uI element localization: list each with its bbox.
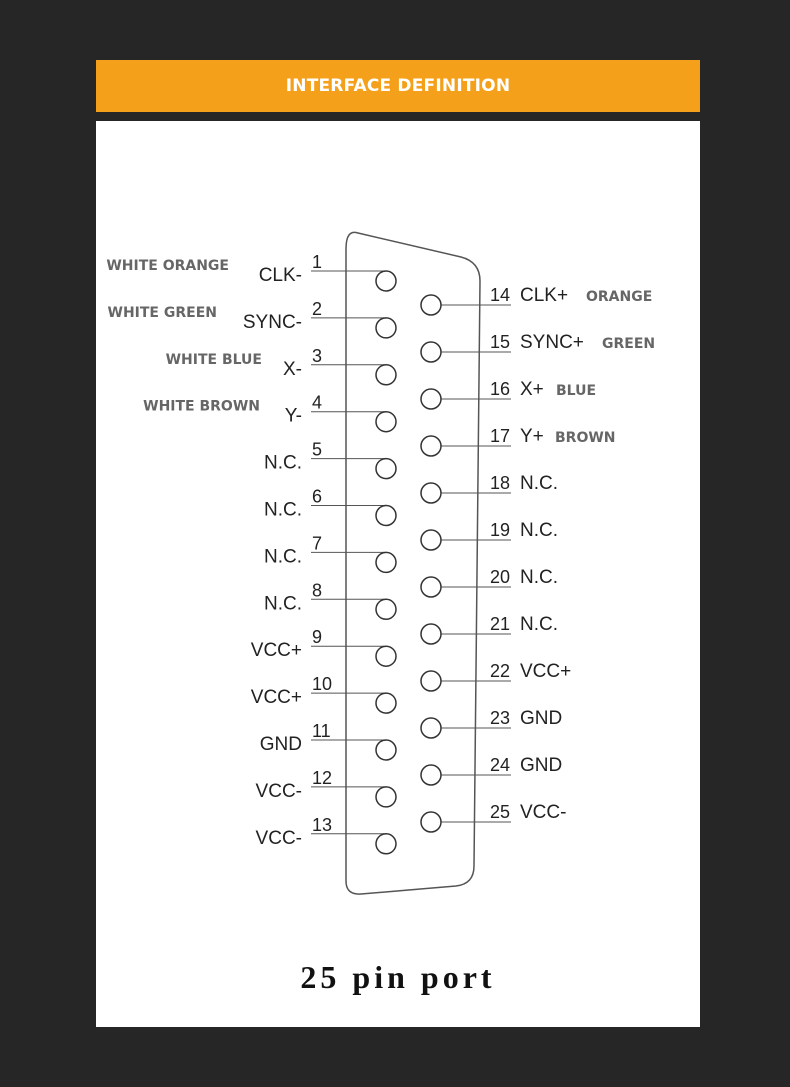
- wire-color-label: WHITE BLUE: [165, 351, 262, 368]
- wire-color-label: BROWN: [555, 430, 616, 446]
- pin-signal: Y-: [284, 405, 302, 427]
- pin-number: 20: [489, 567, 510, 587]
- pin-number: 14: [489, 285, 510, 305]
- pin-number: 24: [489, 755, 510, 775]
- pin-number: 13: [312, 814, 333, 835]
- pin-number: 10: [312, 674, 333, 695]
- pin-18: [421, 483, 441, 503]
- pin-signal: N.C.: [520, 520, 558, 541]
- pin-2: [376, 318, 396, 338]
- pin-25: [421, 812, 441, 832]
- pin-6: [376, 506, 396, 526]
- pin-number: 6: [312, 486, 323, 507]
- header-banner: [96, 60, 700, 112]
- pin-number: 7: [312, 533, 323, 554]
- pin-number: 12: [312, 767, 333, 788]
- pin-signal: N.C.: [520, 567, 558, 588]
- pin-signal: SYNC-: [242, 311, 302, 333]
- pin-7: [376, 552, 396, 572]
- pin-signal: VCC+: [250, 687, 302, 709]
- pin-24: [421, 765, 441, 785]
- pin-signal: X+: [520, 379, 544, 400]
- wire-color-label: WHITE BROWN: [143, 398, 260, 415]
- pin-signal: VCC-: [255, 827, 302, 849]
- pin-number: 18: [489, 473, 510, 493]
- pin-signal: VCC-: [255, 780, 302, 802]
- pin-number: 15: [489, 332, 510, 352]
- pin-12: [376, 787, 396, 807]
- pin-10: [376, 693, 396, 713]
- pin-signal: N.C.: [520, 473, 558, 494]
- pin-signal: SYNC+: [520, 332, 584, 353]
- pin-number: 17: [489, 426, 510, 446]
- pin-signal: N.C.: [520, 614, 558, 635]
- pin-11: [376, 740, 396, 760]
- pin-number: 4: [312, 392, 323, 413]
- diagram-panel: [96, 121, 700, 1027]
- pin-22: [421, 671, 441, 691]
- pin-signal: N.C.: [264, 452, 302, 474]
- header-title: INTERFACE DEFINITION: [285, 76, 511, 96]
- pin-signal: N.C.: [264, 593, 302, 615]
- pin-number: 21: [489, 614, 510, 634]
- pin-signal: N.C.: [264, 499, 302, 521]
- pin-number: 5: [312, 439, 323, 460]
- pin-number: 9: [312, 627, 323, 648]
- pin-signal: CLK-: [258, 265, 302, 286]
- pin-9: [376, 646, 396, 666]
- pin-13: [376, 834, 396, 854]
- pin-5: [376, 459, 396, 479]
- pin-20: [421, 577, 441, 597]
- pin-signal: Y+: [520, 426, 544, 447]
- pin-signal: CLK+: [520, 285, 569, 306]
- pin-number: 8: [312, 580, 323, 601]
- pin-signal: GND: [520, 708, 563, 729]
- wire-color-label: ORANGE: [586, 289, 653, 305]
- pin-15: [421, 342, 441, 362]
- pin-signal: N.C.: [264, 546, 302, 568]
- pin-signal: VCC-: [520, 802, 567, 823]
- pin-number: 22: [489, 661, 510, 681]
- left-pin-group: [106, 252, 396, 854]
- pin-signal: VCC+: [520, 661, 572, 682]
- wire-color-label: WHITE ORANGE: [106, 258, 229, 274]
- wire-color-label: GREEN: [602, 336, 656, 352]
- pin-19: [421, 530, 441, 550]
- pin-8: [376, 599, 396, 619]
- pin-4: [376, 412, 396, 432]
- pin-signal: GND: [520, 755, 563, 776]
- pin-16: [421, 389, 441, 409]
- pin-23: [421, 718, 441, 738]
- pin-signal: VCC+: [250, 640, 302, 662]
- pin-number: 16: [489, 379, 510, 399]
- port-caption: 25 pin port: [300, 959, 496, 995]
- pin-14: [421, 295, 441, 315]
- pin-number: 25: [489, 802, 510, 822]
- pin-signal: X-: [283, 358, 302, 380]
- pin-number: 19: [489, 520, 510, 540]
- pin-number: 1: [312, 252, 323, 272]
- pin-signal: GND: [259, 734, 302, 755]
- wire-color-label: BLUE: [556, 383, 597, 399]
- right-pin-group: [421, 285, 655, 832]
- wire-color-label: WHITE GREEN: [107, 304, 217, 321]
- pin-3: [376, 365, 396, 385]
- pin-17: [421, 436, 441, 456]
- pin-number: 23: [489, 708, 510, 728]
- pin-1: [376, 271, 396, 291]
- pin-number: 2: [312, 298, 323, 319]
- pin-number: 11: [312, 721, 331, 741]
- pin-number: 3: [312, 345, 323, 366]
- connector-shell: [346, 232, 480, 894]
- pin-21: [421, 624, 441, 644]
- connector-diagram: [96, 121, 700, 1027]
